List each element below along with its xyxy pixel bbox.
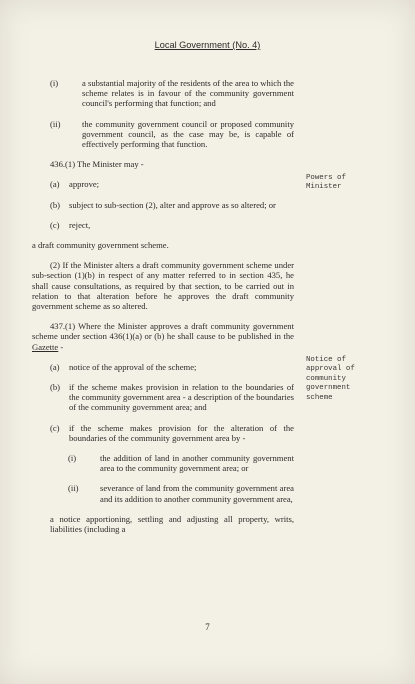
item-label: (i) bbox=[68, 453, 77, 464]
item-i-residents bbox=[50, 78, 294, 109]
item-label: (ii) bbox=[68, 483, 79, 494]
section-436-2: (2) If the Minister alters a draft community government scheme under sub-section (1)(b) in respect of any matter referred to in section 435, he shall cause consultations, as required by that section, to be carried out in relation to that alteration before he approves the draft community government scheme as so altered. bbox=[32, 260, 294, 312]
item-label: (a) bbox=[50, 361, 60, 372]
item-ii-severance bbox=[68, 483, 294, 503]
item-text: approve; bbox=[69, 179, 100, 190]
item-label: (b) bbox=[50, 382, 61, 393]
item-label: (ii) bbox=[50, 118, 61, 129]
item-label: (b) bbox=[50, 199, 61, 210]
item-label: (i) bbox=[50, 78, 59, 88]
s437-text-post: - bbox=[58, 341, 64, 352]
closing-line: a draft community government scheme. bbox=[32, 240, 169, 251]
item-text: if the scheme makes provision for the alteration of the boundaries of the community government area by - bbox=[69, 422, 294, 443]
item-label: (a) bbox=[50, 179, 60, 190]
section-436-1: 436.(1) The Minister may - bbox=[50, 159, 144, 170]
item-label: (c) bbox=[50, 219, 60, 230]
item-text: if the scheme makes provision in relation to the boundaries of the community government area - a description of the boundaries of the community government area; and bbox=[69, 382, 294, 413]
s437-text-pre: 437.(1) Where the Minister approves a draft community government scheme under section 436(1)(a) or (b) he shall cause to be published in the bbox=[32, 321, 294, 342]
item-text: a substantial majority of the residents of the area to which the scheme relates is in favour of the community government council's performing that function; and bbox=[82, 78, 294, 109]
page-number: 7 bbox=[205, 622, 210, 632]
page-header bbox=[0, 40, 415, 50]
item-a-approve bbox=[50, 179, 294, 189]
item-b-boundaries bbox=[50, 382, 294, 413]
margin-note-notice: Notice of approval of community government scheme bbox=[306, 356, 355, 402]
item-text: subject to sub-section (2), alter and approve as so altered; or bbox=[69, 199, 276, 210]
final-paragraph: a notice apportioning, settling and adjusting all property, writs, liabilities (including a bbox=[50, 513, 294, 535]
item-c-reject bbox=[50, 220, 294, 230]
gazette-word: Gazette bbox=[32, 341, 59, 352]
item-text: notice of the approval of the scheme; bbox=[69, 361, 197, 372]
item-text: severance of land from the community government area and its addition to another community government area, bbox=[100, 483, 294, 504]
item-text: reject, bbox=[69, 219, 91, 230]
document-body bbox=[32, 78, 294, 544]
item-text: the addition of land in another community government area to the community government area; or bbox=[100, 453, 294, 474]
item-c-alteration bbox=[50, 423, 294, 443]
margin-note-powers: Powers of Minister bbox=[306, 174, 346, 192]
item-b-alter bbox=[50, 200, 294, 210]
item-text: the community government council or proposed community government council, as the case may be, is capable of effectively performing that function. bbox=[82, 118, 294, 150]
item-label: (c) bbox=[50, 422, 60, 433]
item-i-addition bbox=[68, 453, 294, 473]
header-title: Local Government (No. 4) bbox=[154, 40, 261, 50]
item-a-notice bbox=[50, 362, 294, 372]
section-437-1 bbox=[32, 321, 294, 352]
item-ii-council bbox=[50, 119, 294, 150]
